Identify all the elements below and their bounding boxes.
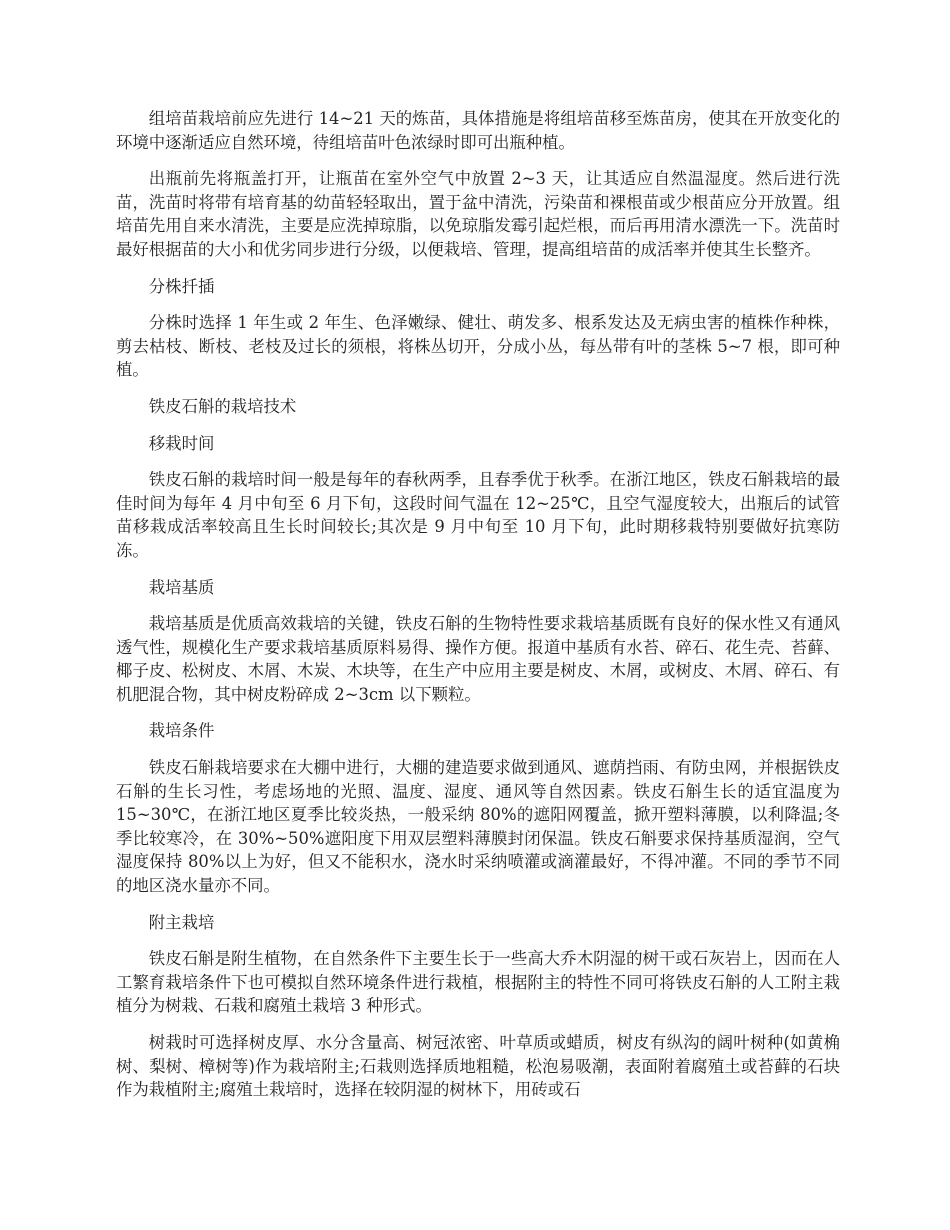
paragraph-host-cultivation: 铁皮石斛是附生植物，在自然条件下主要生长于一些高大乔木阴湿的树干或石灰岩上，因而在人工繁育栽培条件下也可模拟自然环境条件进行栽植，根据附主的特性不同可将铁皮石斛的人工附主栽植分为树栽、石栽和腐殖土栽培 3 种形式。 [116, 949, 840, 1016]
document-body [116, 107, 840, 1115]
heading-substrate: 栽培基质 [148, 577, 215, 597]
paragraph-conditions: 铁皮石斛栽培要求在大棚中进行，大棚的建造要求做到通风、遮荫挡雨、有防虫网，并根据铁皮石斛的生长习性，考虑场地的光照、温度、湿度、通风等自然因素。铁皮石斛生长的适宜温度为 15~30℃，在浙江地区夏季比较炎热，一般采纳 80%的遮阳网覆盖，掀开塑料薄膜，以利降温;冬季比较寒冷，在 30%~50%遮阳度下用双层塑料薄膜封闭保温。铁皮石斛要求保持基质湿润，空气湿度保持 80%以上为好，但又不能积水，浇水时采纳喷灌或滴灌最好，不得冲灌。不同的季节不同的地区浇水量亦不同。 [116, 758, 840, 896]
paragraph-substrate: 栽培基质是优质高效栽培的关键，铁皮石斛的生物特性要求栽培基质既有良好的保水性又有通风透气性，规模化生产要求栽培基质原料易得、操作方便。报道中基质有水苔、碎石、花生壳、苔藓、椰子皮、松树皮、木屑、木炭、木块等，在生产中应用主要是树皮、木屑，或树皮、木屑、碎石、有机肥混合物，其中树皮粉碎成 2~3cm 以下颗粒。 [116, 614, 840, 704]
paragraph-hardening: 组培苗栽培前应先进行 14~21 天的炼苗，具体措施是将组培苗移至炼苗房，使其在开放变化的环境中逐渐适应自然环境，待组培苗叶色浓绿时即可出瓶种植。 [116, 109, 840, 152]
paragraph-host-types: 树栽时可选择树皮厚、水分含量高、树冠浓密、叶草质或蜡质，树皮有纵沟的阔叶树种(如黄桷树、梨树、樟树等)作为栽培附主;石栽则选择质地粗糙，松泡易吸潮，表面附着腐殖土或苔藓的石块作为栽植附主;腐殖土栽培时，选择在较阴湿的树林下，用砖或石 [116, 1033, 840, 1100]
paragraph-seedling-washing: 出瓶前先将瓶盖打开，让瓶苗在室外空气中放置 2~3 天，让其适应自然温湿度。然后进行洗苗，洗苗时将带有培育基的幼苗轻轻取出，置于盆中清洗，污染苗和裸根苗或少根苗应分开放置。组培苗先用自来水清洗，主要是应洗掉琼脂，以免琼脂发霉引起烂根，而后再用清水漂洗一下。洗苗时最好根据苗的大小和优劣同步进行分级，以便栽培、管理，提高组培苗的成活率并使其生长整齐。 [116, 169, 840, 259]
heading-transplant-time: 移栽时间 [148, 433, 215, 453]
heading-conditions: 栽培条件 [148, 721, 215, 741]
paragraph-division: 分株时选择 1 年生或 2 年生、色泽嫩绿、健壮、萌发多、根系发达及无病虫害的植株作种株，剪去枯枝、断枝、老枝及过长的须根，将株丛切开，分成小丛，每丛带有叶的茎株 5~7 根，即可种植。 [116, 313, 840, 380]
heading-host-cultivation: 附主栽培 [148, 912, 215, 932]
heading-cultivation-techniques: 铁皮石斛的栽培技术 [148, 396, 297, 416]
paragraph-transplant-time: 铁皮石斛的栽培时间一般是每年的春秋两季，且春季优于秋季。在浙江地区，铁皮石斛栽培的最佳时间为每年 4 月中旬至 6 月下旬，这段时间气温在 12~25℃，且空气湿度较大，出瓶后的试管苗移栽成活率较高且生长时间较长;其次是 9 月中旬至 10 月下旬，此时期移栽特别要做好抗寒防冻。 [116, 470, 840, 560]
heading-division-cutting: 分株扦插 [148, 276, 215, 296]
